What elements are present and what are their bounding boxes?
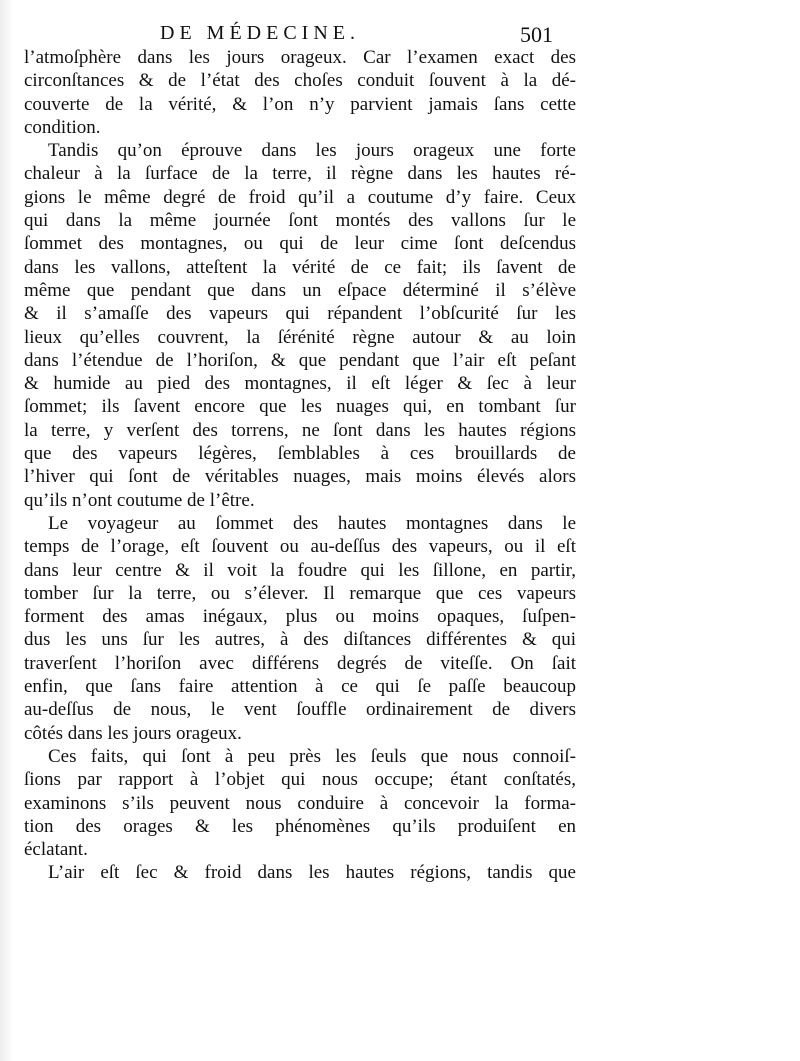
text-line: ſions par rapport à l’objet qui nous occupe; étant conſtatés, <box>24 769 576 791</box>
text-line: ſommet; ils ſavent encore que les nuages qui, en tombant ſur <box>24 396 576 418</box>
text-line: couverte de la vérité, & l’on n’y parvient jamais ſans cette <box>24 93 576 115</box>
text-line: forment des amas inégaux, plus ou moins opaques, ſuſpen- <box>24 606 576 628</box>
text-line: même que pendant que dans un eſpace déterminé il s’élève <box>24 279 576 301</box>
text-line: L’air eſt ſec & froid dans les hautes régions, tandis que <box>48 862 576 884</box>
text-line: que des vapeurs légères, ſemblables à ces brouillards de <box>24 443 576 465</box>
text-line: au-deſſus de nous, le vent ſouffle ordinairement de divers <box>24 699 576 721</box>
text-line: dans leur centre & il voit la foudre qui les ſillone, en partir, <box>24 559 576 581</box>
text-line: qu’ils n’ont coutume de l’être. <box>24 489 255 511</box>
text-line: condition. <box>24 116 101 138</box>
text-line: tomber ſur la terre, ou s’élever. Il remarque que ces vapeurs <box>24 582 576 604</box>
text-line: qui dans la même journée ſont montés des vallons ſur le <box>24 210 576 232</box>
text-line: traverſent l’horiſon avec différens degrés de viteſſe. On ſait <box>24 652 576 674</box>
page-gutter-shadow <box>0 0 14 1061</box>
text-line: dans les vallons, atteſtent la vérité de ce fait; ils ſavent de <box>24 256 576 278</box>
text-line: Le voyageur au ſommet des hautes montagnes dans le <box>48 512 576 534</box>
body-text <box>24 46 576 885</box>
text-line: éclatant. <box>24 839 88 861</box>
text-line: côtés dans les jours orageux. <box>24 722 242 744</box>
text-line: chaleur à la ſurface de la terre, il règne dans les hautes ré- <box>24 163 576 185</box>
text-line: tion des orages & les phénomènes qu’ils produiſent en <box>24 815 576 837</box>
text-line: & humide au pied des montagnes, il eſt léger & ſec à leur <box>24 373 576 395</box>
text-line: circonſtances & de l’état des choſes conduit ſouvent à la dé- <box>24 70 576 92</box>
text-line: ſommet des montagnes, ou qui de leur cime ſont deſcendus <box>24 233 576 255</box>
page-number: 501 <box>520 22 553 47</box>
running-title: DE MÉDECINE. <box>160 22 360 44</box>
text-line: examinons s’ils peuvent nous conduire à concevoir la forma- <box>24 792 576 814</box>
text-line: enfin, que ſans faire attention à ce qui ſe paſſe beaucoup <box>24 676 576 698</box>
text-line: lieux qu’elles couvrent, la ſérénité règne autour & au loin <box>24 326 576 348</box>
text-line: Tandis qu’on éprouve dans les jours orageux une forte <box>48 140 576 162</box>
text-line: & il s’amaſſe des vapeurs qui répandent l’obſcurité ſur les <box>24 303 576 325</box>
text-line: l’hiver qui ſont de véritables nuages, mais moins élevés alors <box>24 466 576 488</box>
text-line: Ces faits, qui ſont à peu près les ſeuls que nous connoiſ- <box>48 745 576 767</box>
text-line: temps de l’orage, eſt ſouvent ou au-deſſus des vapeurs, ou il eſt <box>24 536 576 558</box>
text-line: dus les uns ſur les autres, à des diſtances différentes & qui <box>24 629 576 651</box>
text-line: l’atmoſphère dans les jours orageux. Car l’examen exact des <box>24 47 576 68</box>
text-line: la terre, y verſent des torrens, ne ſont dans les hautes régions <box>24 419 576 441</box>
text-line: dans l’étendue de l’horiſon, & que pendant que l’air eſt peſant <box>24 349 576 371</box>
text-line: gions le même degré de froid qu’il a coutume d’y faire. Ceux <box>24 186 576 208</box>
